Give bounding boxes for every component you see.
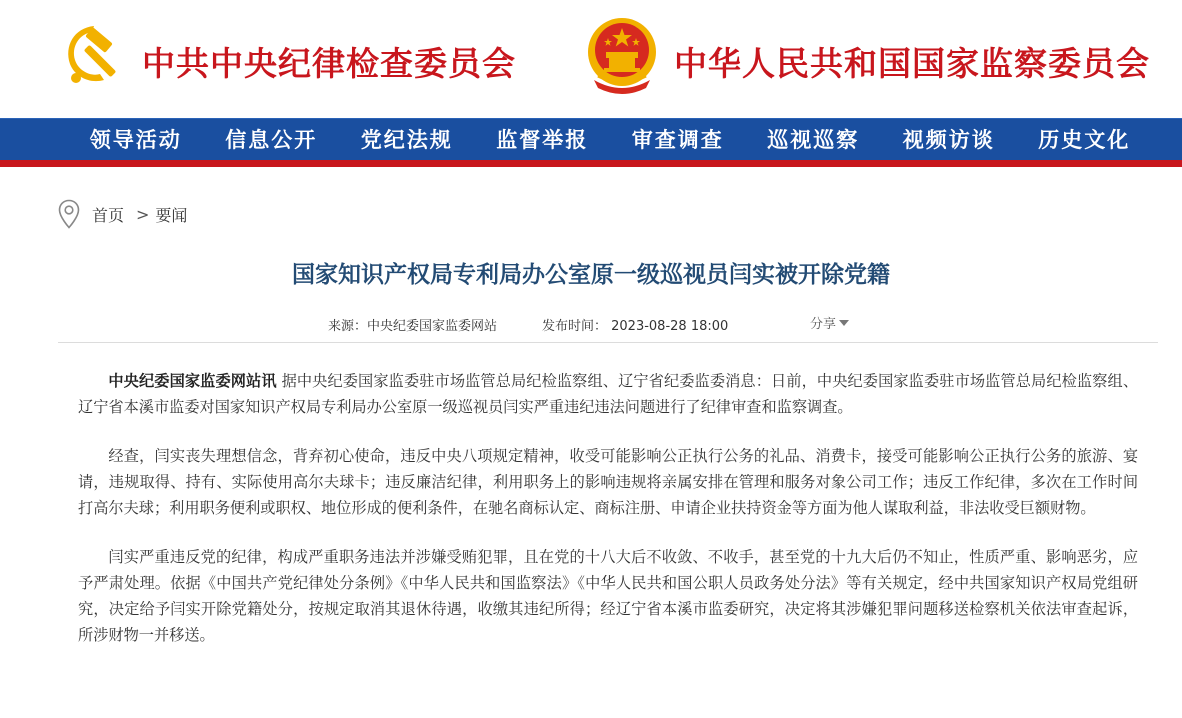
nav-item-inspection[interactable]: 巡视巡察 (767, 127, 860, 152)
share-label: 分享 (810, 317, 837, 332)
article-publish-time: 发布时间： 2023-08-28 18:00 (542, 319, 729, 334)
nav-item-investigation[interactable]: 审查调查 (631, 127, 724, 152)
article-paragraph: 闫实严重违反党的纪律，构成严重职务违法并涉嫌受贿犯罪，且在党的十八大后不收敛、不收手，甚至党的十九大后仍不知止，性质严重、影响恶劣，应予严肃处理。依据《中国共产党纪律处分条例》《中华人民共和国监察法》《中华人民共和国公职人员政务处分法》等有关规定，经中共国家知识产权局党组研究，决定给予闫实开除党籍处分，按规定取消其退休待遇，收缴其违纪所得；经辽宁省本溪市监委研究，决定将其涉嫌犯罪问题移送检察机关依法审查起诉，所涉财物一并移送。 (78, 548, 1138, 644)
breadcrumb-home-link[interactable]: 首页 (92, 205, 125, 225)
share-dropdown[interactable] (810, 313, 849, 332)
national-emblem-icon[interactable] (584, 14, 660, 98)
breadcrumb-separator: > (136, 204, 150, 224)
meta-divider (58, 342, 1158, 343)
nav-item-video[interactable]: 视频访谈 (902, 127, 995, 152)
national-supervisory-commission-title[interactable]: 中华人民共和国国家监察委员会 (674, 44, 1150, 83)
article-body (78, 368, 1138, 671)
cpc-commission-title[interactable]: 中共中央纪律检查委员会 (142, 44, 516, 83)
article-title: 国家知识产权局专利局办公室原一级巡视员闫实被开除党籍 (292, 262, 890, 288)
main-nav (0, 118, 1182, 160)
article-source: 来源：中央纪委国家监委网站 (328, 319, 498, 334)
nav-accent-bar (0, 160, 1182, 167)
hammer-sickle-emblem-icon[interactable] (60, 20, 128, 88)
nav-item-leadership[interactable]: 领导活动 (89, 127, 182, 152)
breadcrumb-current-link[interactable]: 要闻 (155, 205, 188, 225)
breadcrumb (58, 199, 187, 229)
nav-list (68, 119, 1152, 161)
nav-item-regulations[interactable]: 党纪法规 (360, 127, 453, 152)
site-header (0, 0, 1182, 118)
location-pin-icon (58, 199, 80, 229)
chevron-down-icon (839, 320, 849, 326)
nav-item-information[interactable]: 信息公开 (225, 127, 318, 152)
nav-item-report[interactable]: 监督举报 (496, 127, 589, 152)
article-meta (0, 315, 1182, 335)
article-paragraph-text: 据中央纪委国家监委驻市场监管总局纪检监察组、辽宁省纪委监委消息：日前，中央纪委国家监委驻市场监管总局纪检监察组、辽宁省本溪市监委对国家知识产权局专利局办公室原一级巡视员闫实严重违纪违法问题进行了纪律审查和监察调查。 (78, 372, 1139, 416)
article-lead: 中央纪委国家监委网站讯 (108, 372, 277, 390)
nav-item-history[interactable]: 历史文化 (1038, 127, 1131, 152)
article-paragraph: 经查，闫实丧失理想信念，背弃初心使命，违反中央八项规定精神，收受可能影响公正执行公务的礼品、消费卡，接受可能影响公正执行公务的旅游、宴请，违规取得、持有、实际使用高尔夫球卡；违反廉洁纪律，利用职务上的影响违规将亲属安排在管理和服务对象公司工作；违反工作纪律，多次在工作时间打高尔夫球；利用职务便利或职权、地位形成的便利条件，在驰名商标认定、商标注册、申请企业扶持资金等方面为他人谋取利益，非法收受巨额财物。 (78, 447, 1138, 517)
article-paragraph (78, 368, 1138, 420)
